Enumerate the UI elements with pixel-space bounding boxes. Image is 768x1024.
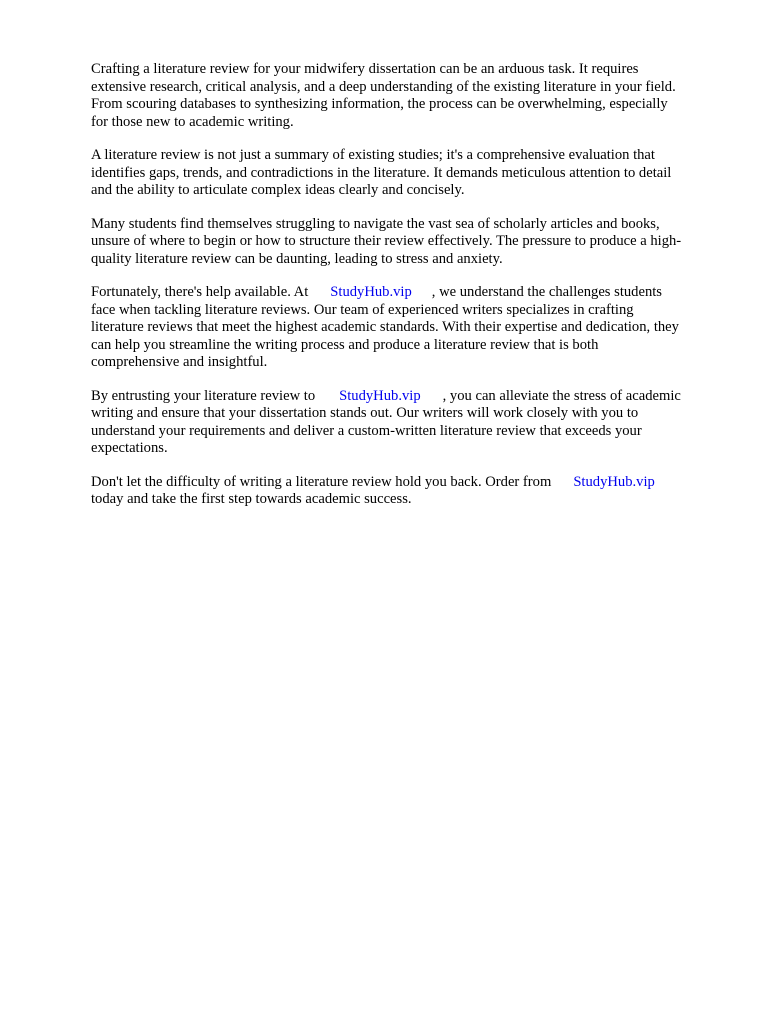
- text-line: [91, 491, 723, 509]
- text-segment: By entrusting your literature review to: [91, 387, 316, 404]
- text-line: [91, 388, 723, 406]
- text-line: [91, 61, 723, 79]
- document-body: [91, 61, 723, 525]
- text-segment: , you can alleviate the stress of academic: [442, 387, 681, 404]
- text-line: [91, 233, 723, 251]
- text-segment: and the ability to articulate complex ideas clearly and concisely.: [91, 182, 465, 198]
- text-segment: , we understand the challenges students: [431, 284, 662, 300]
- text-line: [91, 284, 723, 302]
- text-line: [91, 354, 723, 372]
- text-line: [91, 251, 723, 269]
- text-line: [91, 165, 723, 183]
- text-segment: comprehensive and insightful.: [91, 354, 268, 370]
- text-segment: extensive research, critical analysis, and a deep understanding of the existing literature in your field.: [91, 78, 676, 95]
- text-segment: quality literature review can be daunting, leading to stress and anxiety.: [91, 250, 503, 267]
- text-segment: identifies gaps, trends, and contradictions in the literature. It demands meticulous attention to detail: [91, 164, 672, 181]
- text-segment: can help you streamline the writing process and produce a literature review that is both: [91, 336, 599, 353]
- paragraph: [91, 388, 723, 458]
- text-line: [91, 474, 723, 492]
- text-line: [91, 405, 723, 423]
- text-line: [91, 423, 723, 441]
- text-segment: A literature review is not just a summary of existing studies; it's a comprehensive evaluation that: [91, 147, 655, 163]
- text-segment: unsure of where to begin or how to structure their review effectively. The pressure to produce a high-: [91, 233, 682, 249]
- text-segment: expectations.: [91, 440, 168, 456]
- paragraph: [91, 61, 723, 131]
- text-line: [91, 182, 723, 200]
- text-segment: literature reviews that meet the highest academic standards. With their expertise and dedication, they: [91, 319, 679, 335]
- text-segment: for those new to academic writing.: [91, 113, 294, 130]
- paragraph: [91, 216, 723, 269]
- text-segment: understand your requirements and deliver a custom-written literature review that exceeds your: [91, 422, 642, 439]
- text-line: [91, 302, 723, 320]
- text-segment: Many students find themselves struggling to navigate the vast sea of scholarly articles and books,: [91, 215, 660, 232]
- text-line: [91, 96, 723, 114]
- text-segment: Crafting a literature review for your midwifery dissertation can be an arduous task. It requires: [91, 61, 639, 77]
- text-segment: face when tackling literature reviews. Our team of experienced writers specializes in crafting: [91, 301, 634, 318]
- studyhub-link[interactable]: StudyHub.vip: [330, 284, 412, 300]
- paragraph: [91, 474, 723, 509]
- text-line: [91, 79, 723, 97]
- text-line: [91, 319, 723, 337]
- text-line: [91, 114, 723, 132]
- text-line: [91, 216, 723, 234]
- studyhub-link[interactable]: StudyHub.vip: [573, 473, 655, 490]
- text-line: [91, 337, 723, 355]
- text-line: [91, 440, 723, 458]
- text-segment: From scouring databases to synthesizing information, the process can be overwhelming, especially: [91, 96, 668, 112]
- text-line: [91, 147, 723, 165]
- text-segment: today and take the first step towards academic success.: [91, 491, 412, 507]
- studyhub-link[interactable]: StudyHub.vip: [339, 387, 421, 404]
- text-segment: Fortunately, there's help available. At: [91, 284, 309, 300]
- paragraph: [91, 147, 723, 200]
- text-segment: Don't let the difficulty of writing a literature review hold you back. Order from: [91, 473, 552, 490]
- paragraph: [91, 284, 723, 372]
- text-segment: writing and ensure that your dissertation stands out. Our writers will work closely with you to: [91, 405, 639, 421]
